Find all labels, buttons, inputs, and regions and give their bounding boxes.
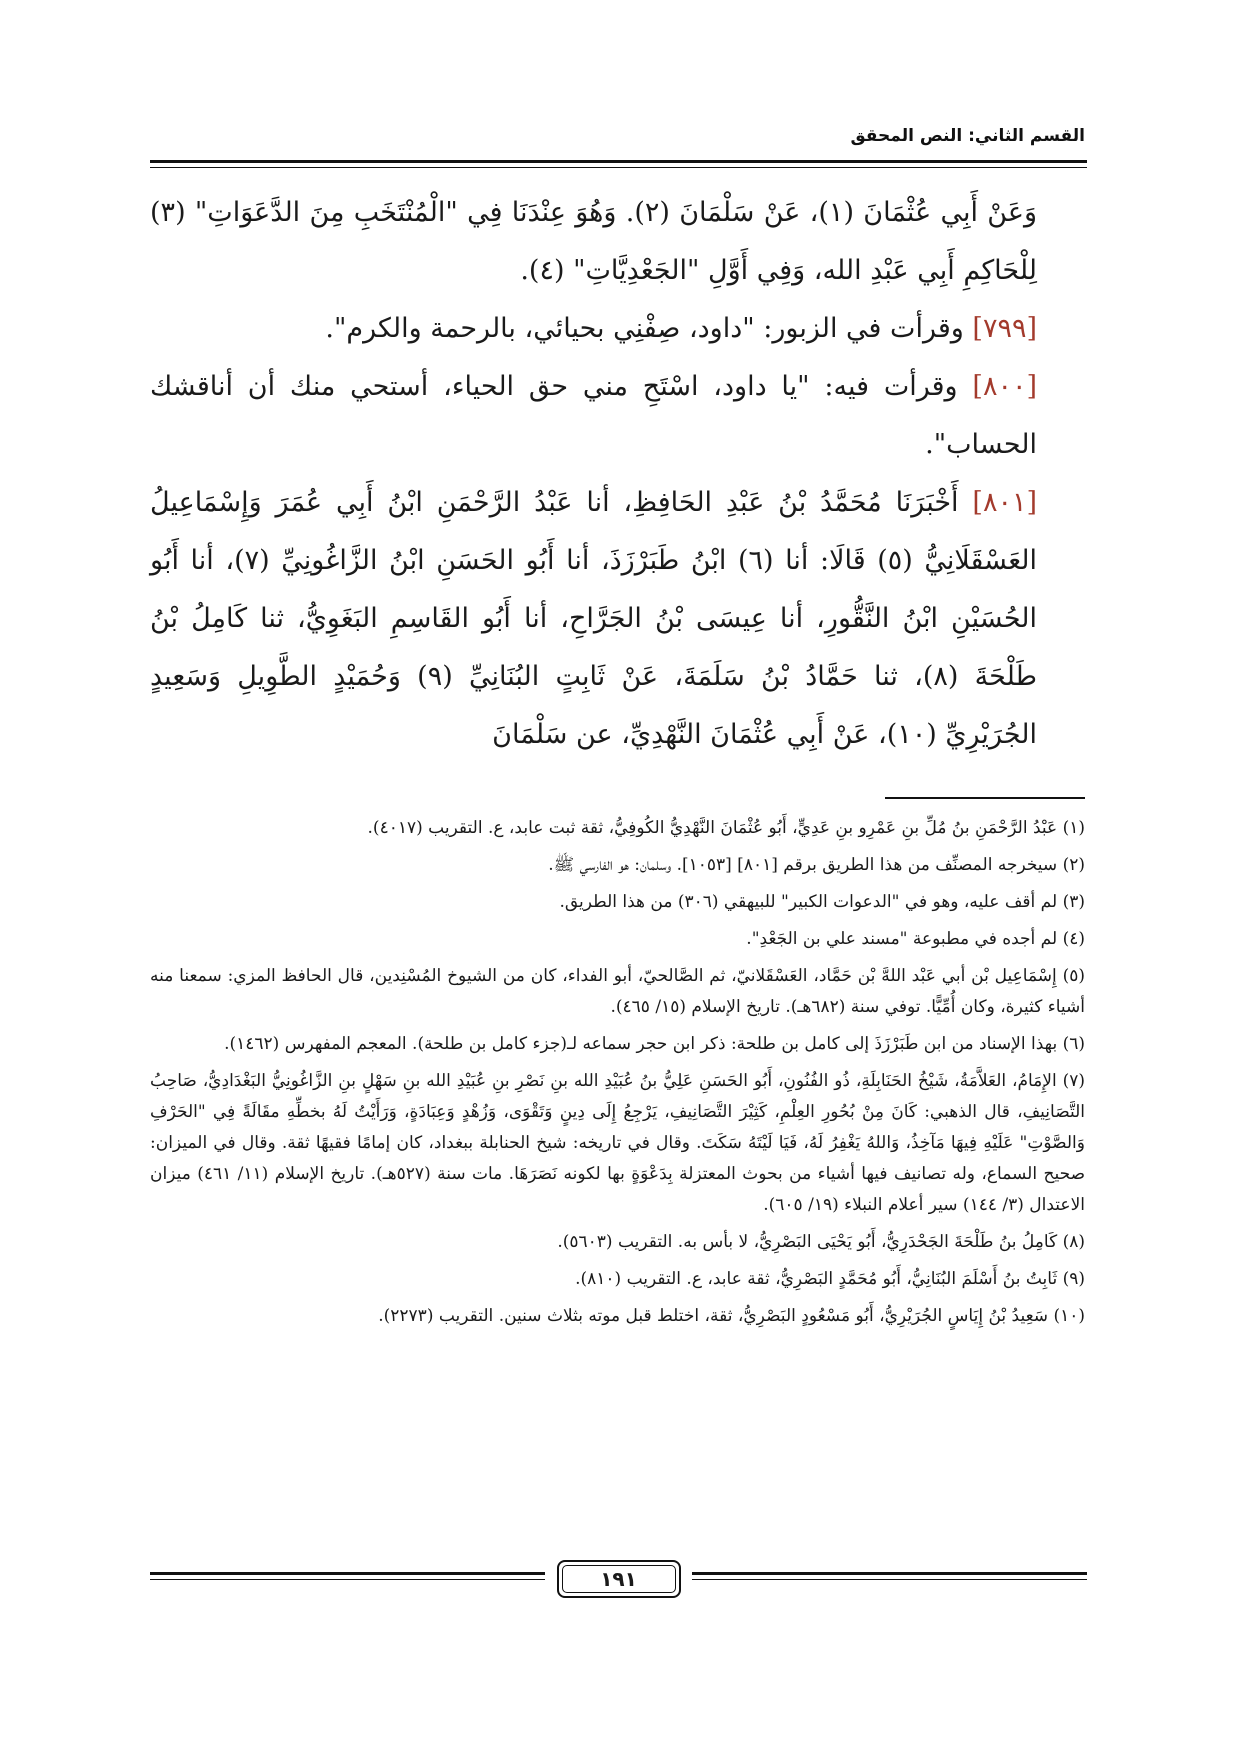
page-footer	[150, 1560, 1087, 1600]
main-text	[150, 184, 1085, 764]
footnotes	[150, 813, 1085, 1338]
footnote-5: (٥) إِسْمَاعِيل بْن أبي عَبْد اللهَّ بْن حَمَّاد، العَسْقَلانيّ، ثم الصَّالحيّ، أبو الفداء، كان من الشيوخ المُسْنِدين، قال الحافظ المزي: سمعنا منه أشياء كثيرة، وكان أُمِّيًّا. توفي سنة (٦٨٢هـ). تاريخ الإسلام (١٥/ ٤٦٥).	[150, 966, 1085, 1017]
entry-number-801: [٨٠١]	[972, 487, 1037, 518]
footnote-9: (٩) ثَابِتُ بنُ أَسْلَمَ البُنَانِيُّ، أَبُو مُحَمَّدٍ البَصْرِيُّ، ثقة عابد، ع. التقريب (٨١٠).	[575, 1269, 1085, 1289]
footnote-2: (٢) سيخرجه المصنِّف من هذا الطريق برقم [٨٠١] [١٠٥٣]. وسلمان: هو الفارسي ﷺ.	[548, 855, 1085, 875]
footnote-1: (١) عَبْدُ الرَّحْمَنِ بنُ مُلِّ بنِ عَمْرِو بنِ عَدِيٍّ، أَبُو عُثْمَانَ النَّهْدِيُّ الكُوفِيُّ، ثقة ثبت عابد، ع. التقريب (٤٠١٧).	[367, 818, 1085, 838]
footnote-3: (٣) لم أقف عليه، وهو في "الدعوات الكبير" للبيهقي (٣٠٦) من هذا الطريق.	[559, 892, 1085, 912]
footnote-4: (٤) لم أجده في مطبوعة "مسند علي بن الجَعْدِ".	[746, 929, 1085, 949]
entry-number-800: [٨٠٠]	[972, 371, 1037, 402]
footnote-7: (٧) الإِمَامُ، العَلاَّمَةُ، شَيْخُ الحَنَابِلَةِ، ذُو الفُنُونِ، أَبُو الحَسَنِ عَلِيُّ بنُ عُبَيْدِ الله بنِ نَصْرِ بنِ عُبَيْدِ الله بنِ سَهْلٍ بنِ الزَّاغُونِيُّ البَغْدَادِيُّ، صَاحِبُ التَّصَانِيفِ، قال الذهبي: كَانَ مِنْ بُحُورِ العِلْمِ، كَثِيْرَ التَّصَانِيفِ، يَرْجِعُ إِلَى دِينٍ وَتَقْوَى، وَزُهْدٍ وَعِبَادَةٍ، وَرَأَيْتُ لَهُ بخطِّهِ مقَالَةً فِي "الحَرْفِ وَالصَّوْتِ" عَلَيْهِ فِيهَا مَآخِذُ، وَاللهُ يَغْفِرُ لَهُ، فَيَا لَيْتَهُ سَكَتَ. وقال في تاريخه: شيخ الحنابلة ببغداد، كان إمامًا فقيهًا ثقة. وقال في الميزان: صحيح السماع، وله تصانيف فيها أشياء من بحوث المعتزلة بِدَعْوَةٍ بها لكونه نَصَرَهَا. مات سنة (٥٢٧هـ). تاريخ الإسلام (١١/ ٤٦١) ميزان الاعتدال (٣/ ١٤٤) سير أعلام النبلاء (١٩/ ٦٠٥).	[150, 1071, 1086, 1215]
footnote-6: (٦) بهذا الإسناد من ابن طَبَرْزَذَ إلى كامل بن طلحة: ذكر ابن حجر سماعه لـ(جزء كامل بن طلحة). المعجم المفهرس (١٤٦٢).	[224, 1034, 1085, 1054]
footer-rule-right-thin	[692, 1579, 1087, 1580]
running-head: القسم الثاني: النص المحقق	[850, 126, 1085, 146]
paragraph-continuation: وَعَنْ أَبِي عُثْمَانَ (١)، عَنْ سَلْمَانَ (٢). وَهُوَ عِنْدَنَا فِي "الْمُنْتَخَبِ مِنَ الدَّعَوَاتِ" (٣) لِلْحَاكِمِ أَبِي عَبْدِ الله، وَفِي أَوَّلِ "الجَعْدِيَّاتِ" (٤).	[150, 197, 1037, 286]
footer-rule-left-thick	[150, 1572, 545, 1575]
footnote-8: (٨) كَامِلُ بنُ طَلْحَةَ الجَحْدَرِيُّ، أَبُو يَحْيَى البَصْرِيُّ، لا بأس به. التقريب (٥٦٠٣).	[557, 1232, 1085, 1252]
paragraph-800	[150, 358, 1085, 474]
page-number: ١٩١	[557, 1560, 681, 1598]
entry-text-801: أَخْبَرَنَا مُحَمَّدُ بْنُ عَبْدِ الحَافِظِ، أنا عَبْدُ الرَّحْمَنِ ابْنُ أَبِي عُمَرَ وَإِسْمَاعِيلُ العَسْقَلَانِيُّ (٥) قَالَا: أنا (٦) ابْنُ طَبَرْزَذَ، أنا أَبُو الحَسَنِ ابْنُ الزَّاغُونِيِّ (٧)، أنا أَبُو الحُسَيْنِ ابْنُ النَّقُّورِ، أنا عِيسَى بْنُ الجَرَّاحِ، أنا أَبُو القَاسِمِ البَغَوِيُّ، ثنا كَامِلُ بْنُ طَلْحَةَ (٨)، ثنا حَمَّادُ بْنُ سَلَمَةَ، عَنْ ثَابِتٍ البُنَانِيِّ (٩) وَحُمَيْدٍ الطَّوِيلِ وَسَعِيدٍ الجُرَيْرِيِّ (١٠)، عَنْ أَبِي عُثْمَانَ النَّهْدِيِّ، عن سَلْمَانَ	[150, 487, 1038, 750]
footnote-separator	[885, 797, 1085, 799]
entry-text-799: وقرأت في الزبور: "داود، صِفْنِي بحيائي، بالرحمة والكرم".	[325, 313, 973, 344]
footnote-10: (١٠) سَعِيدُ بْنُ إِيَاسٍ الجُرَيْرِيُّ، أَبُو مَسْعُودٍ البَصْرِيُّ، ثقة، اختلط قبل موته بثلاث سنين. التقريب (٢٢٧٣).	[378, 1306, 1085, 1326]
footer-rule-left-thin	[150, 1579, 545, 1580]
entry-text-800: وقرأت فيه: "يا داود، اسْتَحِ مني حق الحياء، أستحي منك أن أناقشك الحساب".	[150, 371, 1037, 460]
footer-rule-right-thick	[692, 1572, 1087, 1575]
header-rule-thick	[150, 160, 1087, 163]
paragraph-801	[150, 474, 1085, 764]
header-rule-thin	[150, 167, 1087, 168]
entry-number-799: [٧٩٩]	[972, 313, 1037, 344]
paragraph-799	[150, 300, 1085, 358]
